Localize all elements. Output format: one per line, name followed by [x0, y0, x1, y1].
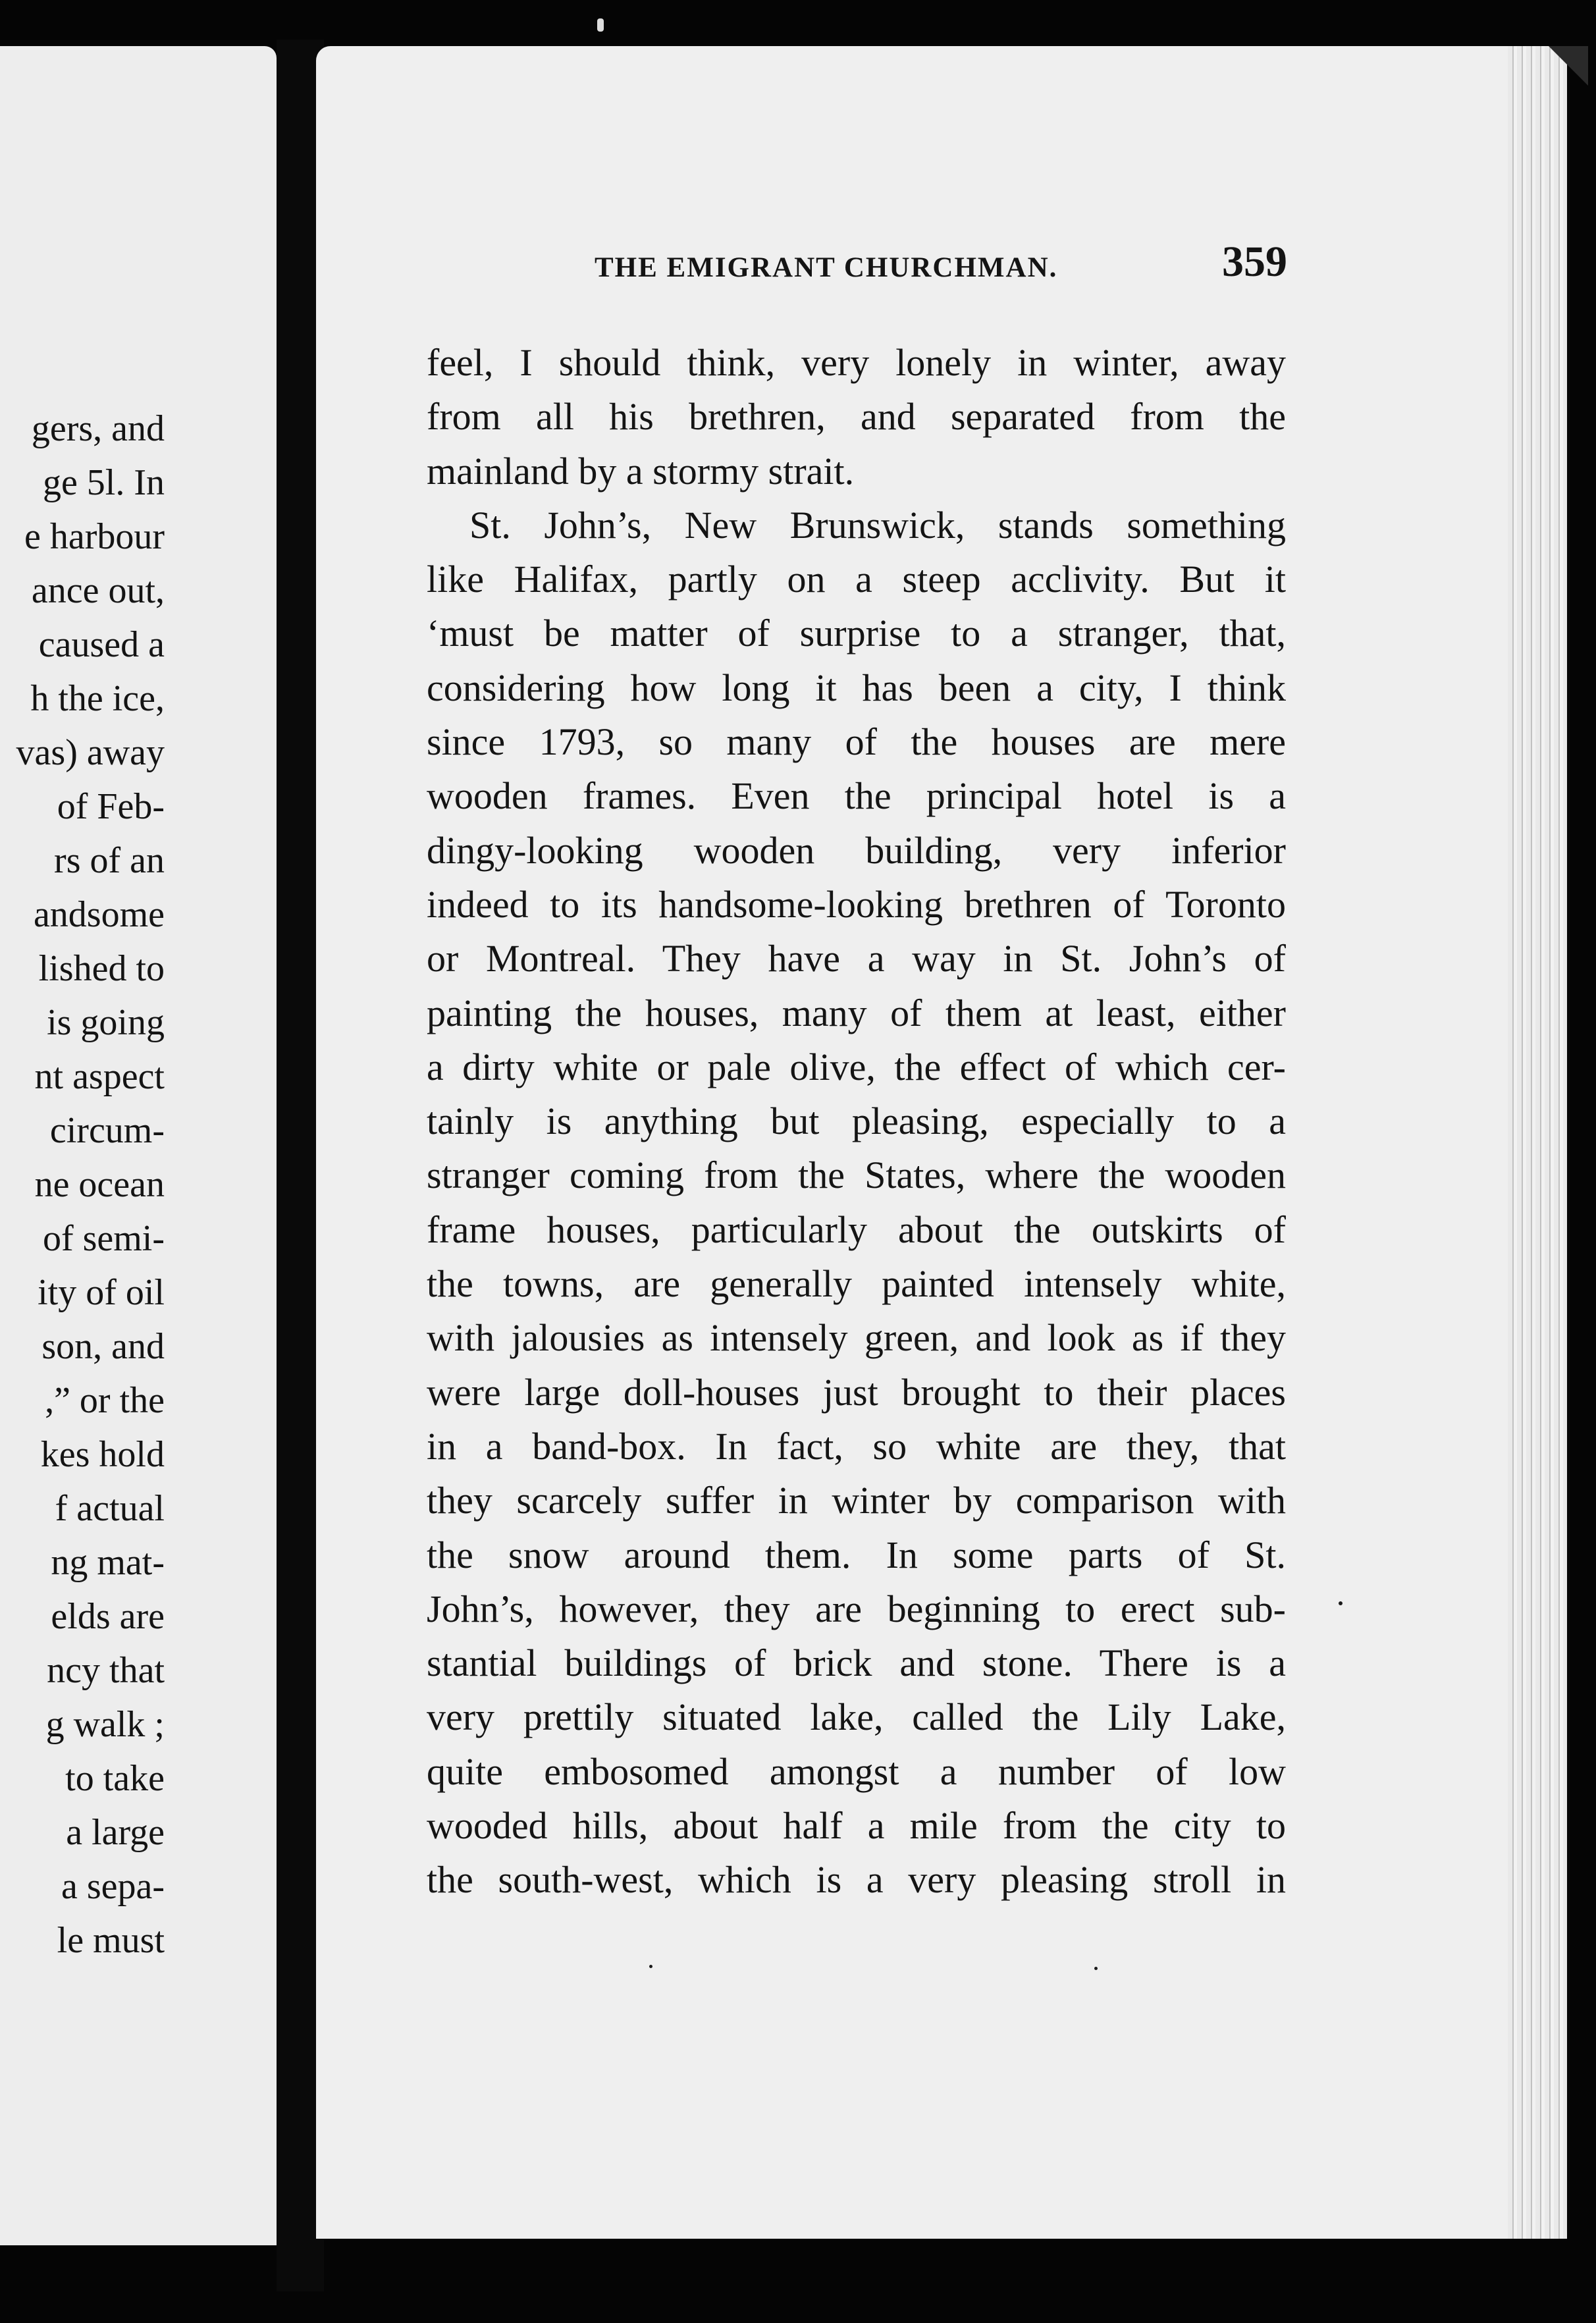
page-number: 359 [1222, 238, 1287, 286]
left-line: g walk ; [45, 1704, 165, 1745]
text-line: stranger coming from the States, where the wooden [427, 1154, 1286, 1197]
speck [1339, 1601, 1343, 1605]
text-line: mainland by a stormy strait. [427, 449, 855, 493]
body-text [427, 336, 1286, 1908]
left-line: ncy that [47, 1650, 165, 1691]
left-line: ne ocean [34, 1164, 165, 1205]
page-edges [1508, 46, 1567, 2239]
left-line: ance out, [31, 570, 165, 611]
left-line: kes hold [40, 1434, 165, 1475]
left-line: ,” or the [45, 1380, 165, 1421]
text-line: the snow around them. In some parts of St. [427, 1533, 1286, 1576]
text-line: indeed to its handsome-looking brethren of Toronto [427, 882, 1286, 926]
left-line: ity of oil [38, 1272, 165, 1313]
text-line: painting the houses, many of them at least, either [427, 991, 1286, 1034]
text-line: very prettily situated lake, called the Lily Lake, [427, 1696, 1286, 1739]
left-line: e harbour [24, 516, 165, 557]
text-line: dingy-looking wooden building, very inferior [427, 828, 1286, 872]
left-page-text [0, 402, 165, 1967]
left-line: to take [65, 1758, 165, 1799]
left-line: son, and [41, 1326, 165, 1367]
left-line: caused a [38, 624, 165, 665]
text-line: quite embosomed amongst a number of low [427, 1749, 1286, 1793]
left-line: is going [47, 1002, 165, 1043]
left-line: h the ice, [30, 678, 165, 719]
left-line: a large [66, 1812, 165, 1853]
text-line: like Halifax, partly on a steep acclivity. But it [427, 558, 1286, 601]
left-line: rs of an [54, 840, 165, 881]
left-line: elds are [51, 1596, 165, 1637]
left-line: andsome [33, 894, 165, 935]
text-line: in a band-box. In fact, so white are they, that [427, 1424, 1286, 1468]
left-line: nt aspect [34, 1056, 165, 1097]
scan-mark [597, 18, 604, 32]
text-line: ‘must be matter of surprise to a stranger, that, [427, 612, 1286, 655]
text-line: wooded hills, about half a mile from the city to [427, 1804, 1286, 1848]
left-line: circum- [49, 1110, 165, 1151]
text-line: with jalousies as intensely green, and look as if they [427, 1316, 1286, 1360]
left-line: ng mat- [51, 1542, 165, 1583]
left-line: vas) away [16, 732, 165, 773]
running-title: THE EMIGRANT CHURCHMAN. [595, 252, 1058, 283]
text-line: a dirty white or pale olive, the effect of which cer- [427, 1045, 1286, 1088]
left-line: a sepa- [61, 1866, 165, 1907]
left-line: ge 5l. In [42, 462, 165, 503]
page-header [595, 237, 1287, 296]
text-line: from all his brethren, and separated from the [427, 395, 1286, 439]
text-line: stantial buildings of brick and stone. There is a [427, 1642, 1286, 1685]
left-line: gers, and [31, 408, 165, 449]
text-line: feel, I should think, very lonely in winter, away [427, 341, 1286, 384]
text-line: the towns, are generally painted intensely white, [427, 1262, 1286, 1306]
text-line: the south-west, which is a very pleasing stroll in [427, 1858, 1286, 1902]
text-line: John’s, however, they are beginning to erect sub- [427, 1587, 1286, 1630]
speck [649, 1965, 652, 1968]
left-line: lished to [38, 948, 165, 989]
text-line: frame houses, particularly about the outskirts of [427, 1208, 1286, 1251]
text-line: St. John’s, New Brunswick, stands something [469, 503, 1286, 547]
left-line: of Feb- [57, 786, 165, 827]
text-line: they scarcely suffer in winter by comparison with [427, 1479, 1286, 1522]
text-line: were large doll-houses just brought to their places [427, 1370, 1286, 1414]
text-line: or Montreal. They have a way in St. John’s of [427, 937, 1286, 980]
speck [1094, 1967, 1098, 1970]
text-line: considering how long it has been a city, I think [427, 666, 1286, 709]
left-line: of semi- [42, 1218, 165, 1259]
text-line: wooden frames. Even the principal hotel is a [427, 774, 1286, 818]
text-line: tainly is anything but pleasing, especially to a [427, 1100, 1286, 1143]
left-line: f actual [55, 1488, 165, 1529]
text-line: since 1793, so many of the houses are mere [427, 720, 1286, 764]
left-page [0, 46, 277, 2245]
left-line: le must [57, 1920, 165, 1961]
